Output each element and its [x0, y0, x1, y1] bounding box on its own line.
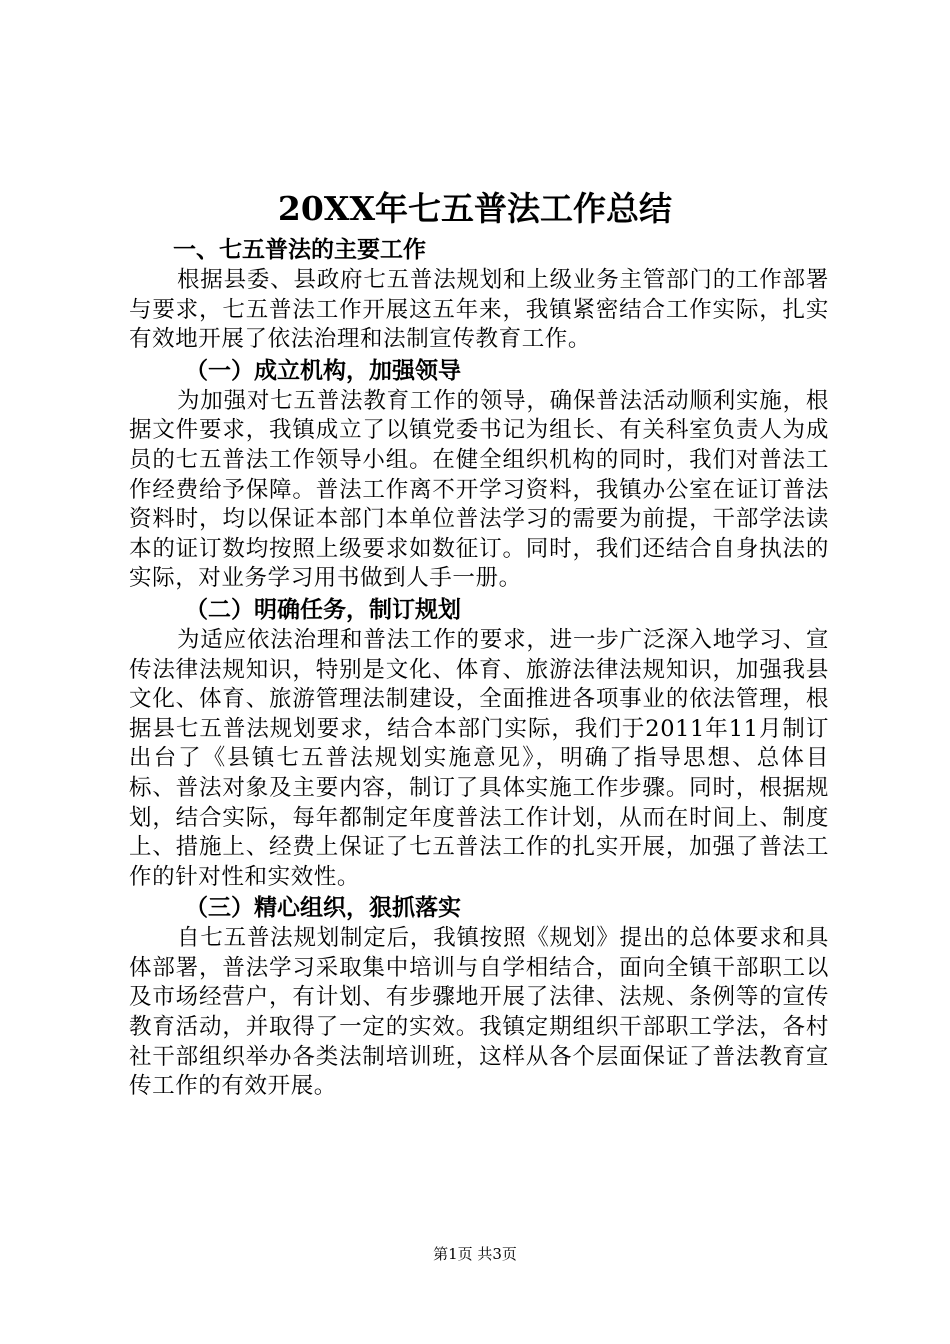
section-heading-implementation: （三）精心组织，狠抓落实	[185, 895, 461, 922]
section-heading-organization: （一）成立机构，加强领导	[185, 357, 461, 384]
section-heading-main-work: 一、七五普法的主要工作	[173, 237, 426, 263]
paragraph-main-work: 根据县委、县政府七五普法规划和上级业务主管部门的工作部署与要求，七五普法工作开展这五年来，我镇紧密结合工作实际，扎实有效地开展了依法治理和法制宣传教育工作。	[129, 267, 829, 353]
paragraph-implementation: 自七五普法规划制定后，我镇按照《规划》提出的总体要求和具体部署，普法学习采取集中培训与自学相结合，面向全镇干部职工以及市场经营户，有计划、有步骤地开展了法律、法规、条例等的宣传教育活动，并取得了一定的实效。我镇定期组织干部职工学法，各村社干部组织举办各类法制培训班，这样从各个层面保证了普法教育宣传工作的有效开展。	[129, 925, 829, 1100]
paragraph-planning: 为适应依法治理和普法工作的要求，进一步广泛深入地学习、宣传法律法规知识，特别是文化、体育、旅游法律法规知识，加强我县文化、体育、旅游管理法制建设，全面推进各项事业的依法管理，根据县七五普法规划要求，结合本部门实际，我们于2011年11月制订出台了《县镇七五普法规划实施意见》，明确了指导思想、总体目标、普法对象及主要内容，制订了具体实施工作步骤。同时，根据规划，结合实际，每年都制定年度普法工作计划，从而在时间上、制度上、措施上、经费上保证了七五普法工作的扎实开展，加强了普法工作的针对性和实效性。	[129, 626, 829, 890]
page-number-footer: 第1页 共3页	[433, 1245, 517, 1263]
paragraph-organization: 为加强对七五普法教育工作的领导，确保普法活动顺利实施，根据文件要求，我镇成立了以镇党委书记为组长、有关科室负责人为成员的七五普法工作领导小组。在健全组织机构的同时，我们对普法工作经费给予保障。普法工作离不开学习资料，我镇办公室在证订普法资料时，均以保证本部门本单位普法学习的需要为前提，干部学法读本的证订数均按照上级要求如数征订。同时，我们还结合自身执法的实际，对业务学习用书做到人手一册。	[129, 387, 829, 592]
document-body	[129, 234, 829, 1102]
document-title: 20XX年七五普法工作总结	[277, 189, 673, 228]
section-heading-planning: （二）明确任务，制订规划	[185, 596, 461, 623]
